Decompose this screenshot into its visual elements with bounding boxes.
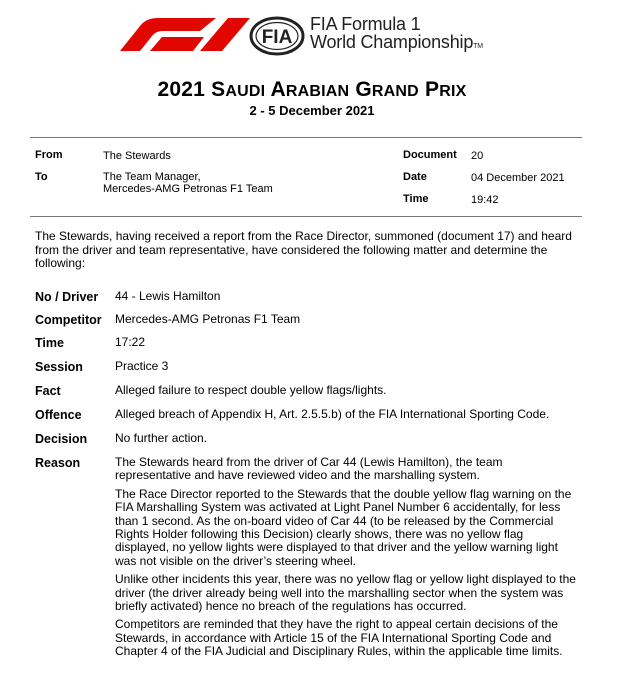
from-value: The Stewards [103, 150, 171, 162]
document-number: 20 [471, 150, 484, 162]
driver-value: 44 - Lewis Hamilton [115, 289, 221, 303]
offence-value: Alleged breach of Appendix H, Art. 2.5.5.b) of the FIA International Sporting Code. [115, 407, 550, 421]
competitor-label: Competitor [35, 313, 102, 327]
reason-body [115, 456, 580, 664]
fia-logo-text: FIA [261, 27, 293, 48]
incident-time-value: 17:22 [115, 335, 146, 349]
championship-title-line1: FIA Formula 1 [310, 14, 421, 34]
driver-label: No / Driver [35, 290, 99, 304]
date-value: 04 December 2021 [471, 172, 565, 184]
date-label: Date [403, 171, 427, 183]
time-label: Time [403, 193, 429, 205]
time-value: 19:42 [471, 194, 499, 206]
championship-title-line2: World ChampionshipTM [310, 32, 483, 52]
reason-paragraph: The Stewards heard from the driver of Car 44 (Lewis Hamilton), the team representative and have reviewed video and the marshalling system. [115, 455, 503, 483]
intro-paragraph: The Stewards, having received a report from the Race Director, summoned (document 17) and heard from the driver and team representative, have considered the following matter and determine the following: [35, 229, 572, 271]
decision-value: No further action. [115, 431, 208, 445]
f1-logo [120, 16, 250, 52]
trademark: TM [473, 43, 483, 50]
document-label: Document [403, 149, 457, 161]
to-value-line2: Mercedes-AMG Petronas F1 Team [103, 183, 273, 195]
reason-label: Reason [35, 456, 81, 470]
event-dates: 2 - 5 December 2021 [249, 103, 375, 118]
decision-label: Decision [35, 432, 88, 446]
offence-label: Offence [35, 408, 82, 422]
to-label: To [35, 171, 48, 183]
incident-time-label: Time [35, 336, 64, 350]
fact-label: Fact [35, 384, 61, 398]
fact-value: Alleged failure to respect double yellow flags/lights. [115, 383, 387, 397]
session-value: Practice 3 [115, 359, 169, 373]
from-label: From [35, 149, 63, 161]
reason-paragraph: The Race Director reported to the Stewards that the double yellow flag warning on the FIA Marshalling System was activated at Light Panel Number 6 accidentally, for less than 1 second. As the on-board video of Car 44 (to be released by the Commercial Rights Holder following this Decision) clearly shows, there was no yellow flag displayed, no yellow lights were displayed to that driver and the yellow warning light was not visible on the driver’s steering wheel. [115, 486, 572, 568]
to-value-line1: The Team Manager, [103, 171, 201, 183]
championship-title [310, 15, 483, 56]
fia-logo [249, 16, 305, 56]
session-label: Session [35, 360, 83, 374]
reason-paragraph: Unlike other incidents this year, there was no yellow flag or yellow light displayed to the driver (the driver already being well into the marshalling sector when the system was briefly activated) hence no breach of the regulations has occurred. [115, 572, 576, 614]
divider-bottom [30, 216, 582, 217]
competitor-value: Mercedes-AMG Petronas F1 Team [115, 312, 301, 326]
divider-top [30, 137, 582, 138]
document-title: 2021 SAUDI ARABIAN GRAND PRIX [157, 78, 467, 101]
reason-paragraph: Competitors are reminded that they have the right to appeal certain decisions of the Stewards, in accordance with Article 15 of the FIA International Sporting Code and Chapter 4 of the FIA Judicial and Disciplinary Rules, within the applicable time limits. [115, 617, 563, 659]
